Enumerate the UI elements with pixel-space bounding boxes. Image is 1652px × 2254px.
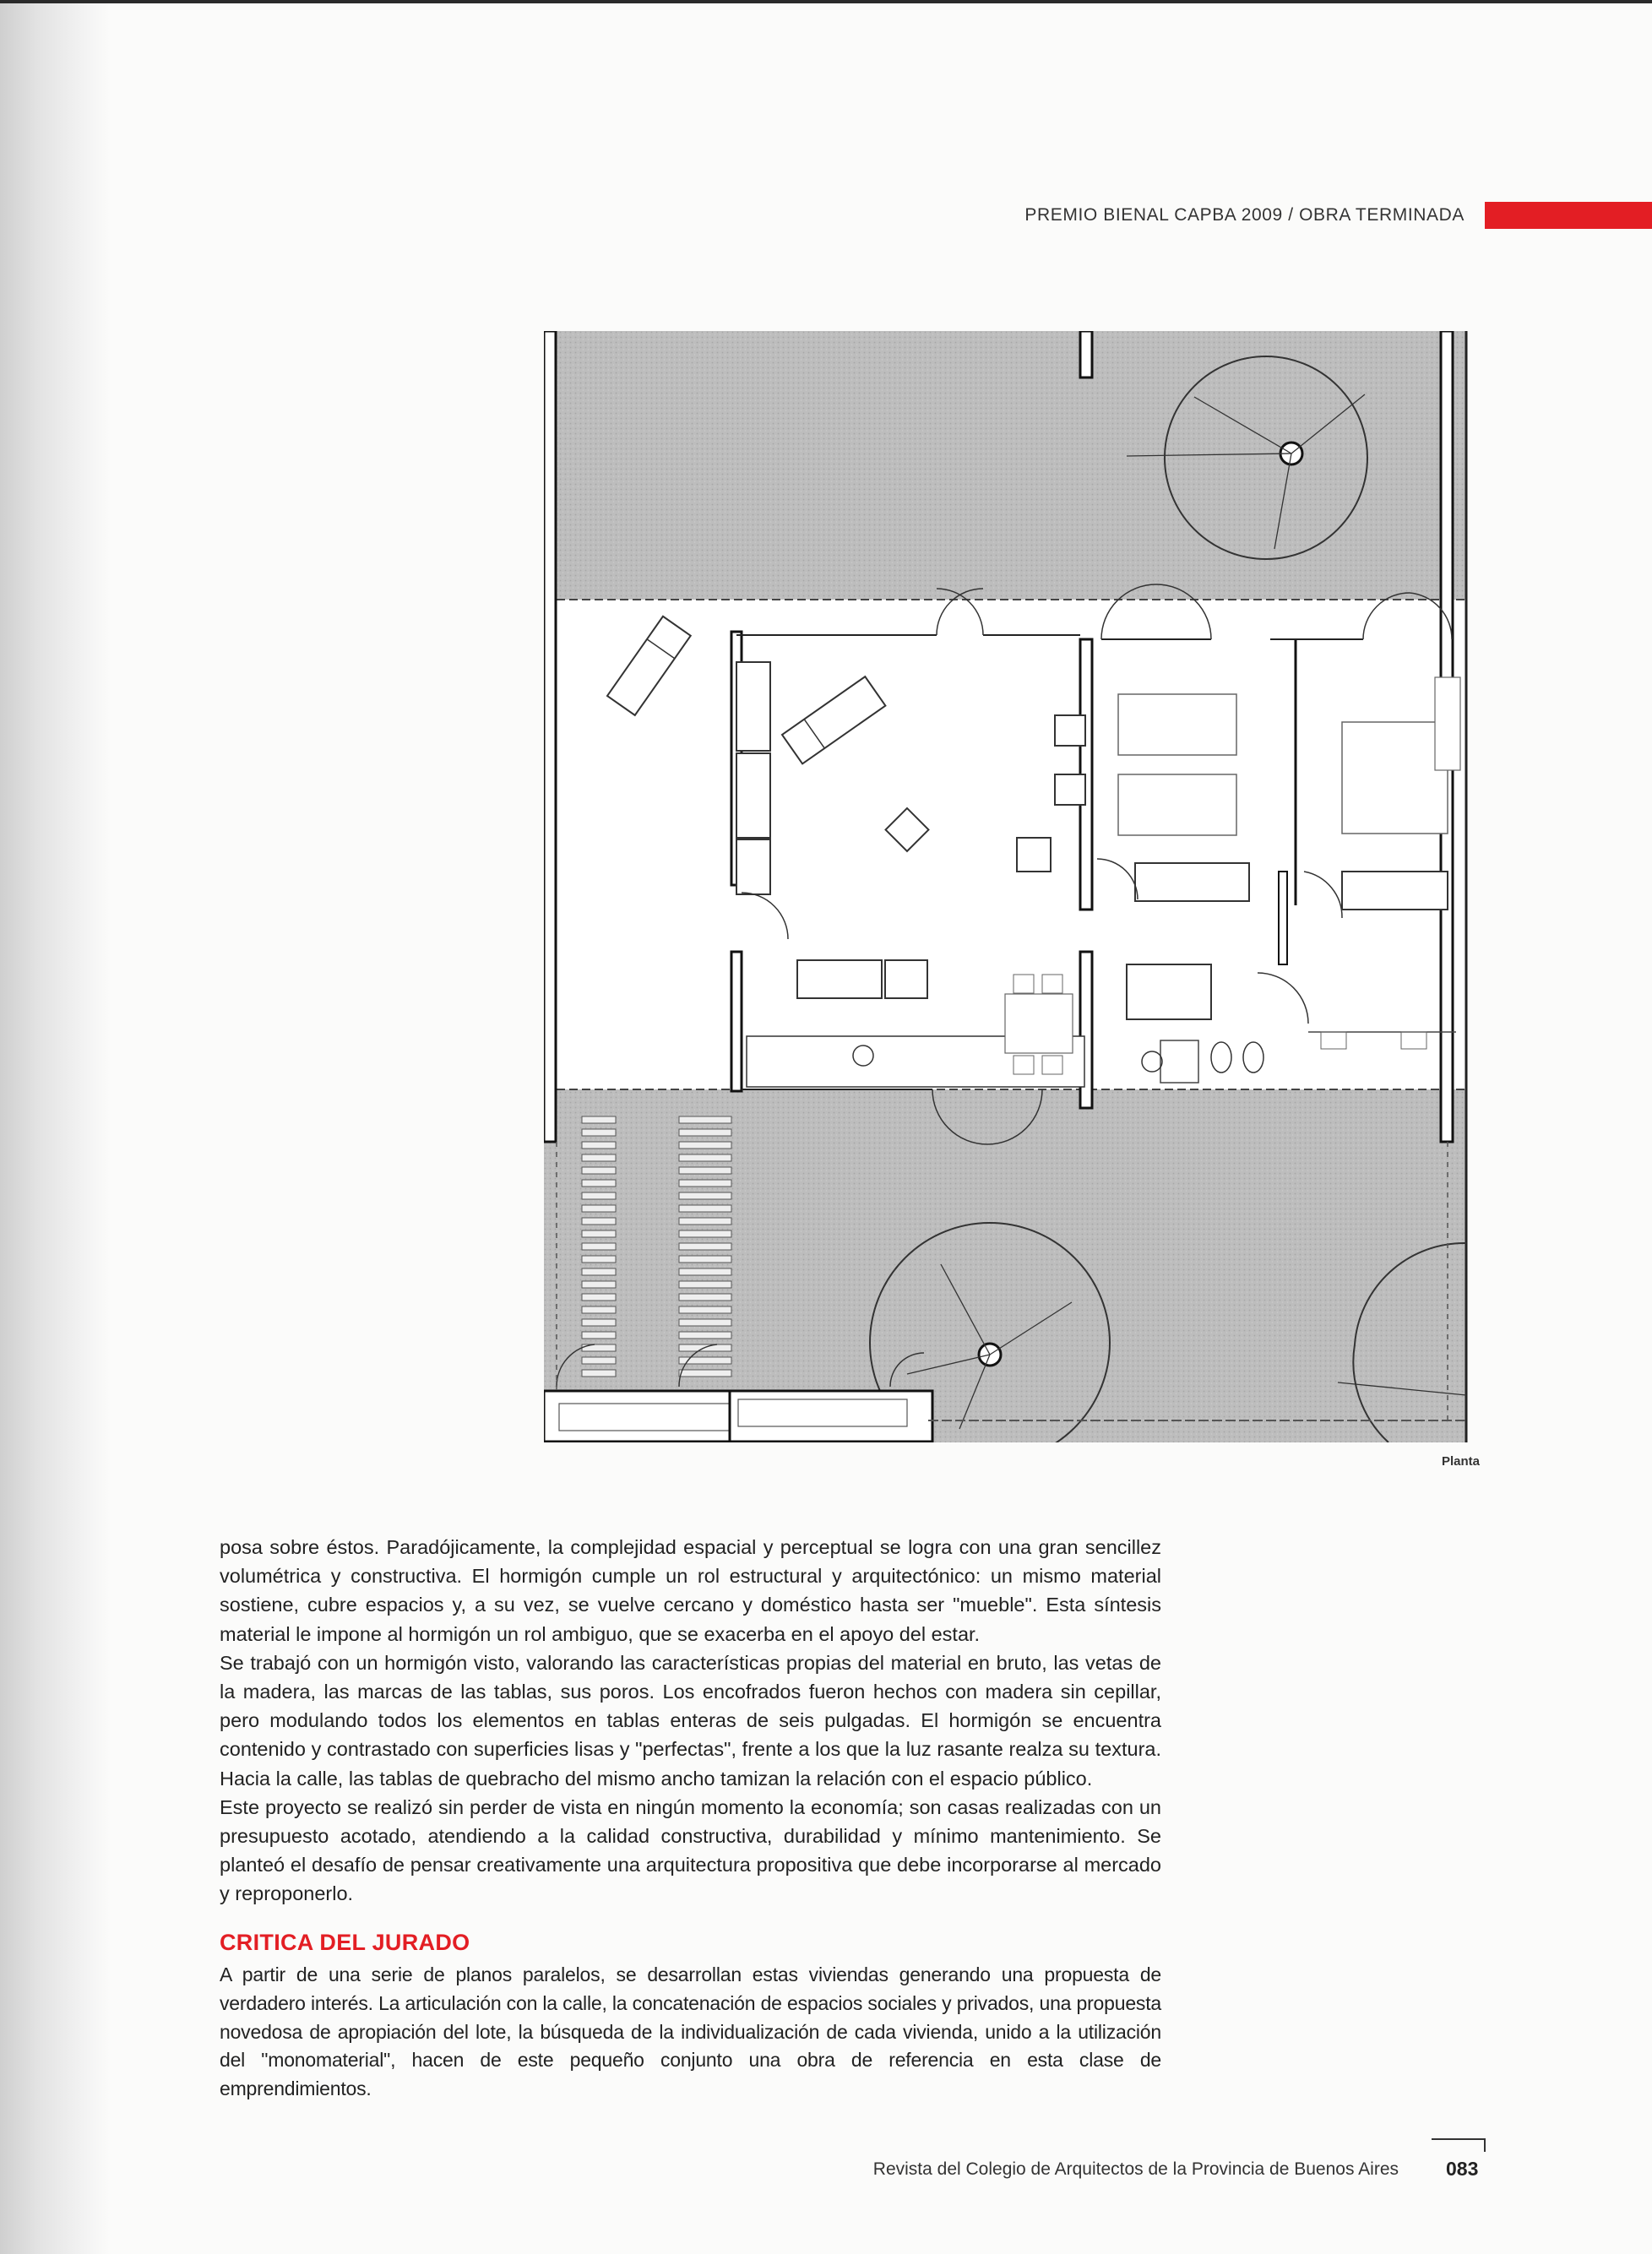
body-paragraph-1: posa sobre éstos. Paradójicamente, la complejidad espacial y perceptual se logra con una gran sencillez volumétrica y constructiva. El hormigón cumple un rol estructural y arquitectónico: un mismo material sostiene, cubre espacios y, a su vez, se vuelve cercano y doméstico hasta ser "mueble". Esta síntesis material le impone al hormigón un rol ambiguo, que se exacerba en el apoyo del estar.: [220, 1536, 1161, 1645]
section-color-tab: [1485, 202, 1652, 229]
front-planter-right: [730, 1391, 932, 1442]
rear-garden: [544, 331, 1466, 600]
path-slats-right: [679, 1116, 731, 1377]
body-paragraph-2: Se trabajó con un hormigón visto, valorando las características propias del material en bruto, las vetas de la madera, las marcas de las tablas, sus poros. Los encofrados fueron hechos con madera sin cepillar, pero modulando todos los elementos en tablas enteras de seis pulgadas. El hormigón se encuentra contenido y contrastado con superficies lisas y "perfectas", frente a los que la luz rasante realza su textura. Hacia la calle, las tablas de quebracho del mismo ancho tamizan la relación con el espacio público.: [220, 1651, 1161, 1790]
section-header: PREMIO BIENAL CAPBA 2009 / OBRA TERMINADA: [1024, 205, 1465, 225]
path-slats-left: [582, 1116, 616, 1377]
left-party-wall: [544, 331, 556, 1142]
page-gutter-shadow: [0, 0, 110, 2254]
page-number: 083: [1446, 2158, 1479, 2180]
body-paragraph-3: Este proyecto se realizó sin perder de vista en ningún momento la economía; son casas realizadas con un presupuesto acotado, atendiendo a la calidad constructiva, durabilidad y mínimo mantenimiento. Se planteó el desafío de pensar creativamente una arquitectura propositiva que debe incorporarse al mercado y reproponerlo.: [220, 1795, 1161, 1905]
journal-name: Revista del Colegio de Arquitectos de la Provincia de Buenos Aires: [872, 2159, 1399, 2179]
jury-section-title: CRITICA DEL JURADO: [220, 1930, 470, 1955]
floor-plan-drawing: [544, 331, 1483, 1442]
jury-critique: [220, 1961, 1161, 2104]
footer-corner-mark: [1432, 2138, 1486, 2152]
jury-paragraph: A partir de una serie de planos paralelos, se desarrollan estas viviendas generando una propuesta de verdadero interés. La articulación con la calle, la concatenación de espacios sociales y privados, una propuesta novedosa de apropiación del lote, la búsqueda de la individualización de cada vivienda, unido a la utilización del "monomaterial", hacen de este pequeño conjunto una obra de referencia en esta clase de emprendimientos.: [220, 1963, 1161, 2100]
top-edge-line: [0, 0, 1652, 3]
figure-caption: Planta: [1441, 1454, 1480, 1469]
article-body: [220, 1533, 1161, 1909]
